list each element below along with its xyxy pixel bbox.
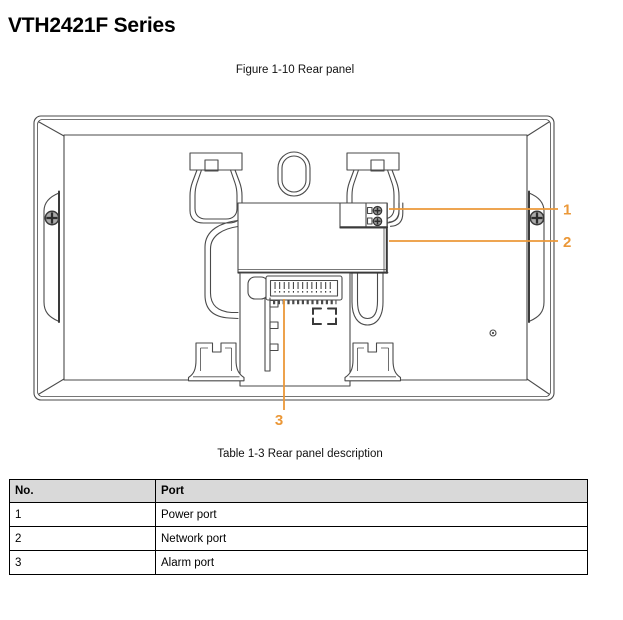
cell-no: 1	[10, 503, 156, 527]
figure-caption: Figure 1-10 Rear panel	[235, 64, 355, 76]
alarm-port-connector	[248, 276, 342, 302]
terminal-screw-icon	[373, 207, 381, 215]
table-header-row	[10, 480, 588, 503]
callout-label-2: 2	[563, 234, 572, 251]
table-caption: Table 1-3 Rear panel description	[217, 448, 383, 460]
cable-guide-right	[352, 273, 383, 325]
cell-port: Network port	[156, 527, 588, 551]
rear-panel-table	[9, 479, 588, 575]
cell-no: 3	[10, 551, 156, 575]
cell-no: 2	[10, 527, 156, 551]
hanging-hole	[278, 152, 310, 196]
table-row	[10, 503, 588, 527]
terminal-screw-icon	[373, 217, 381, 225]
mounting-hook-bottom-left	[189, 343, 245, 381]
mounting-hook-bottom-right	[345, 343, 401, 381]
page-title: VTH2421F Series	[8, 14, 176, 37]
column-header-port: Port	[156, 480, 588, 503]
screw-right-icon	[530, 211, 543, 224]
table-row	[10, 527, 588, 551]
mounting-hook-top-left	[190, 153, 242, 223]
callout-label-1: 1	[563, 201, 572, 219]
cell-port: Alarm port	[156, 551, 588, 575]
column-header-no: No.	[10, 480, 156, 503]
power-terminal-block	[340, 203, 387, 228]
cable-guide-left	[205, 221, 238, 319]
small-hole	[490, 330, 496, 336]
rear-panel-diagram	[0, 100, 623, 430]
cell-port: Power port	[156, 503, 588, 527]
table-row	[10, 551, 588, 575]
screw-left-icon	[45, 211, 58, 224]
callout-label-3: 3	[274, 412, 284, 429]
